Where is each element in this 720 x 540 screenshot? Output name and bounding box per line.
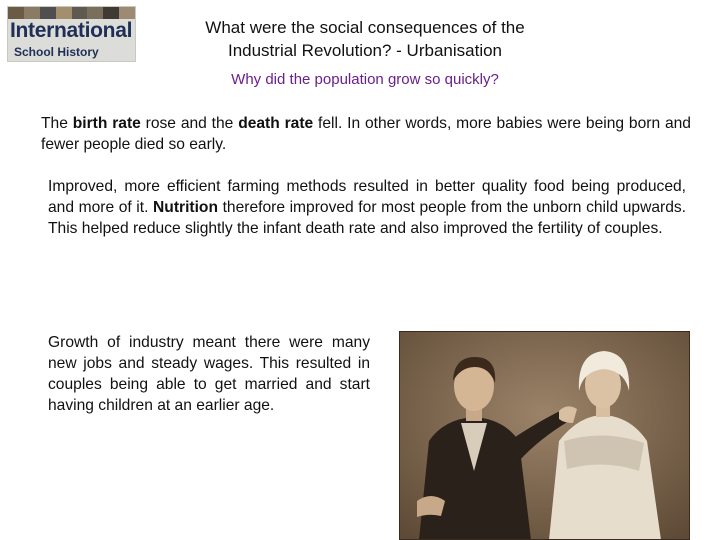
page-title [150,16,580,62]
paragraph-farming-nutrition [48,176,686,239]
logo-strip-cell [56,7,72,19]
victorian-couple-photo [399,331,690,540]
paragraph-industry-growth: Growth of industry meant there were many new jobs and steady wages. This resulted in couples being able to get married and start having children at an earlier age. [48,334,370,414]
bold-birth-rate: birth rate [72,115,141,132]
paragraph-birth-death-rate [41,113,691,155]
logo-strip-cell [72,7,88,19]
bold-nutrition: Nutrition [153,199,218,216]
logo [7,6,136,62]
logo-strip-cell [87,7,103,19]
logo-strip-cell [8,7,24,19]
logo-photo-strip [8,7,135,19]
text-run: Improved, more efficient farming methods resulted in better quality food being produced, and more of it. [48,178,686,216]
logo-strip-cell [24,7,40,19]
logo-text-international: International [10,19,133,42]
man-hand [417,496,445,517]
text-run: therefore improved for most people from the unborn child upwards. This helped reduce slightly the infant death rate and also improved the fertility of couples. [48,199,686,237]
bold-death-rate: death rate [238,115,314,132]
text-run: rose and the [140,115,239,132]
logo-strip-cell [103,7,119,19]
text-run: fell. In other words, more babies were being born and fewer people died so early. [41,115,691,153]
page-title-line1: What were the social consequences of the [205,18,525,37]
logo-strip-cell [40,7,56,19]
text-run: The [41,115,73,132]
page-title-line2: Industrial Revolution? - Urbanisation [227,41,503,60]
logo-strip-cell [119,7,135,19]
logo-text-school-history: School History [14,45,99,59]
page-subtitle: Why did the population grow so quickly? [231,71,499,88]
